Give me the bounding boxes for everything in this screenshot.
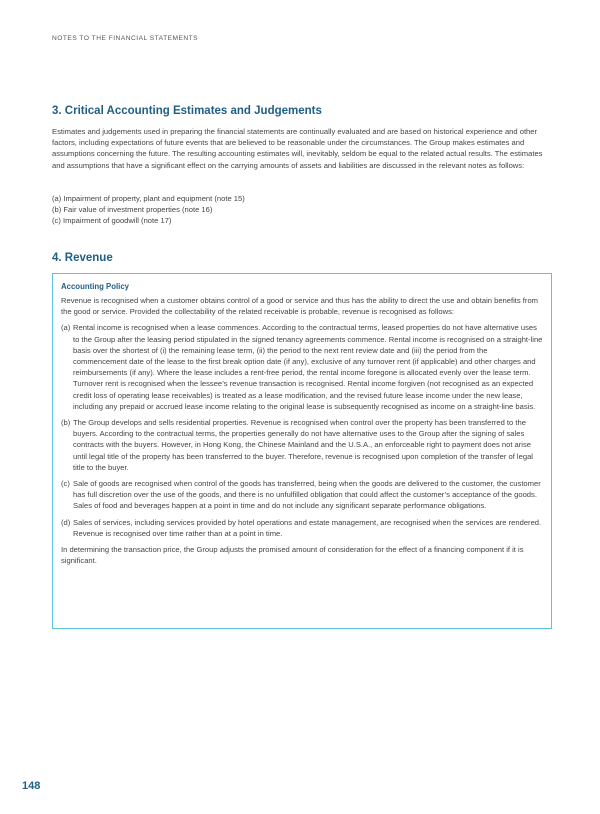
list-item [61, 517, 543, 539]
section-4-title: 4. Revenue [52, 252, 113, 264]
item-label: (b) [61, 418, 71, 428]
policy-intro: Revenue is recognised when a customer obtains control of a good or service and thus has the ability to direct the use and obtain benefits from the good or service. Provided the collectability of the related receivable is probable, revenue is recognised as follows: [61, 296, 538, 317]
running-header: NOTES TO THE FINANCIAL STATEMENTS [52, 35, 199, 42]
item-text: The Group develops and sells residential properties. Revenue is recognised when control over the property has been transferred to the buyers. According to the contractual terms, the properties generally do not have alternative uses to the Group after the signing of sales contracts with the buyers. However, in Hong Kong, the Chinese Mainland and the U.S.A., an enforceable right to payment does not arise until legal title of the property has been transferred to the buyer. Therefore, revenue is recognised upon completion of the transfer of legal title to the buyer. [73, 418, 533, 472]
item-text: Sales of services, including services provided by hotel operations and estate management, are recognised when the services are rendered. Revenue is recognised over time rather than at a point in time. [73, 517, 542, 538]
list-item [61, 478, 543, 512]
item-label: (c) [61, 479, 70, 489]
section-3-body: Estimates and judgements used in preparing the financial statements are continually evaluated and are based on historical experience and other factors, including expectations of future events that are believed to be reasonable under the circumstances. The Group makes estimates and assumptions concerning the future. The resulting accounting estimates will, inevitably, seldom be equal to the related actual results. The estimates and assumptions that have a significant effect on the carrying amounts of assets and liabilities are discussed in the relevant notes as follows: [52, 127, 543, 170]
list-item [61, 322, 543, 412]
accounting-policy-box [52, 273, 552, 629]
policy-closing: In determining the transaction price, the Group adjusts the promised amount of consideration for the effect of a financing component if it is significant. [61, 545, 524, 566]
list-item: (b) Fair value of investment properties (note 16) [52, 205, 213, 215]
item-label: (d) [61, 517, 71, 527]
policy-title: Accounting Policy [61, 282, 130, 291]
item-text: Rental income is recognised when a lease commences. According to the contractual terms, leased properties do not have alternative uses to the Group after the leasing period stipulated in the signed tenancy agreements commence. Rental income is recognised on a straight-line basis over the shortest of (i) the remaining lease term, (ii) the period to the next rent review date and (iii) the period from the commencement date of the lease to the first break option date (if any), exclusive of any turnover rent (if applicable) and other charges and reimbursements (if any). Where the lease includes a rent-free period, the rental income foregone is allocated evenly over the lease term. Turnover rent is recognised when the lessee’s revenue transaction is recognised. Rental income forgiven (not recognised as an expected credit loss of operating lease receivables) is treated as a lease modification, and the revised future lease income under the new lease, including any prepaid or accrued lease income relating to the original lease is subsequently recognised as income on a straight-line basis. [73, 323, 543, 411]
list-item [61, 417, 543, 473]
section-3-title: 3. Critical Accounting Estimates and Judgements [52, 105, 322, 117]
list-item: (c) Impairment of goodwill (note 17) [52, 216, 172, 226]
item-label: (a) [61, 323, 71, 333]
list-item: (a) Impairment of property, plant and equipment (note 15) [52, 194, 245, 203]
section-3-list [52, 193, 552, 227]
page-number: 148 [22, 780, 41, 792]
item-text: Sale of goods are recognised when control of the goods has transferred, being when the goods are delivered to the customer, the customer has full discretion over the use of the goods, and there is no unfulfilled obligation that could affect the customer’s acceptance of the goods. Sales of food and beverages happen at a point in time and do not include any significant separate performance obligations. [73, 479, 541, 511]
